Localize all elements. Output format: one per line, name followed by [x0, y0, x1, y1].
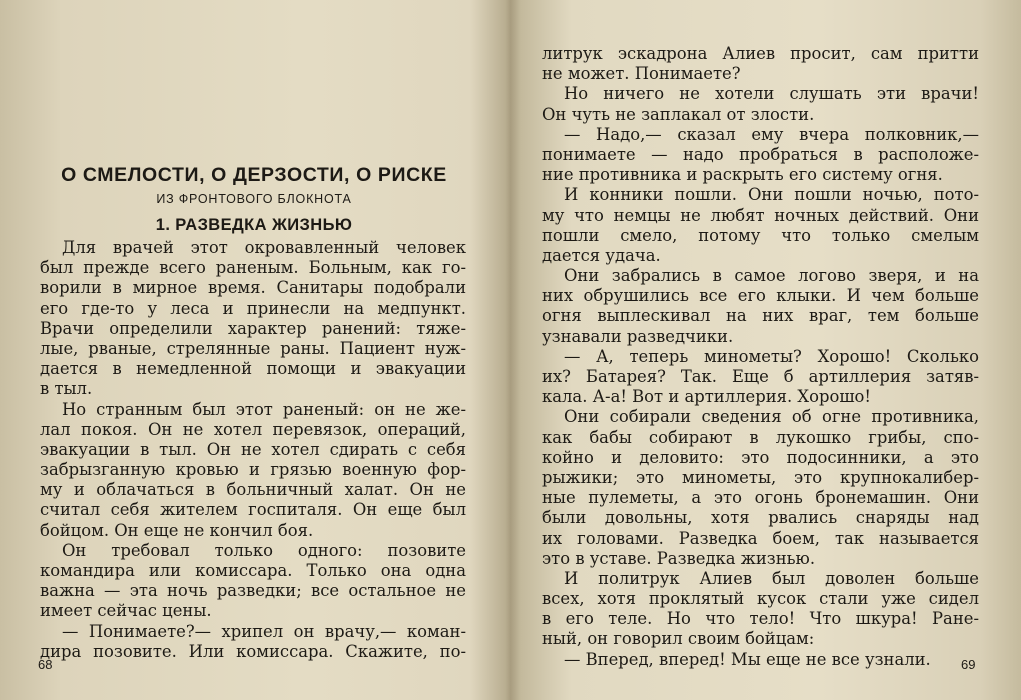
text-line: в его теле. Но что тело! Что шкура! Ране-	[542, 609, 979, 629]
chapter-title: О СМЕЛОСТИ, О ДЕРЗОСТИ, О РИСКЕ	[61, 164, 447, 186]
text-line: — А, теперь минометы? Хорошо! Сколько	[564, 346, 979, 366]
text-line: И конники пошли. Они пошли ночью, пото-	[564, 185, 979, 205]
page-number: 69	[961, 657, 976, 672]
text-line: них обрушились все его клыки. И чем больше	[542, 286, 979, 306]
text-line: Они забрались в самое логово зверя, и на	[564, 266, 979, 286]
text-line: И политрук Алиев был доволен больше	[564, 568, 979, 588]
text-line: койно и деловито: это подосинники, а это	[542, 447, 979, 467]
text-line: Они собирали сведения об огне противника,	[564, 407, 979, 427]
section-title: 1. РАЗВЕДКА ЖИЗНЬЮ	[155, 216, 353, 234]
text-line: Но ничего не хотели слушать эти врачи!	[564, 84, 979, 104]
text-line: лал покоя. Он не хотел перевязок, операций,	[40, 419, 466, 439]
text-line: огня выплескивал на них враг, тем больше	[542, 306, 979, 326]
text-line: его где-то у леса и принесли на медпункт.	[40, 298, 466, 318]
text-line: му и облачаться в больничный халат. Он не	[40, 480, 466, 500]
text-line: Для врачей этот окровавленный человек	[62, 238, 466, 257]
text-line: это в уставе. Разведка жизнью.	[542, 548, 816, 568]
text-line: были довольны, хотя рвались снаряды над	[542, 508, 979, 528]
right-page	[512, 0, 1021, 700]
text-line: в тыл.	[40, 379, 93, 399]
right-page-text	[542, 44, 979, 670]
text-line: узнавали разведчики.	[542, 326, 734, 346]
chapter-subtitle: ИЗ ФРОНТОВОГО БЛОКНОТА	[156, 192, 352, 206]
text-line: ный, он говорил своим бойцам:	[542, 629, 815, 649]
text-line: ворили в мирное время. Санитары подобрали	[40, 278, 466, 298]
text-line: Врачи определили характер ранений: тяже-	[40, 318, 466, 338]
text-line: ные пулеметы, а это огонь бронемашин. Они	[542, 488, 979, 508]
text-line: ние противника и раскрыть его систему огня.	[542, 165, 943, 185]
text-line: кала. А-а! Вот и артиллерия. Хорошо!	[542, 387, 872, 407]
text-line: — Понимаете?— хрипел он врачу,— коман-	[62, 621, 466, 641]
text-line: считал себя жителем госпиталя. Он еще был	[40, 500, 466, 520]
text-line: литрук эскадрона Алиев просит, сам притти	[542, 44, 979, 63]
text-line: дается удача.	[542, 245, 661, 265]
chapter-heading	[38, 162, 470, 236]
text-line: их? Батарея? Так. Еще б артиллерия затяв-	[542, 367, 979, 386]
text-line: всех, хотя проклятый кусок стали уже сидел	[542, 589, 979, 609]
left-page-text	[40, 238, 466, 662]
text-line: — Надо,— сказал ему вчера полковник,—	[564, 124, 979, 144]
text-line: не может. Понимаете?	[542, 64, 741, 84]
text-line: важна — эта ночь разведки; все остальное не	[40, 581, 466, 601]
text-line: му что немцы не любят ночных действий. Они	[542, 205, 979, 225]
text-line: Он требовал только одного: позовите	[62, 540, 466, 560]
text-line: Он чуть не заплакал от злости.	[542, 104, 815, 124]
text-line: рыжики; это минометы, это крупнокалибер-	[542, 467, 979, 487]
text-line: командира или комиссара. Только она одна	[40, 561, 466, 580]
left-page	[0, 0, 505, 700]
text-line: был прежде всего раненым. Больным, как го-	[40, 258, 466, 278]
text-line: дается в немедленной помощи и эвакуации	[40, 359, 466, 379]
text-line: забрызганную кровью и грязью военную фор-	[40, 460, 466, 480]
text-line: имеет сейчас цены.	[40, 601, 212, 621]
text-line: их головами. Разведка боем, так называется	[542, 528, 979, 548]
text-line: пошли смело, потому что только смелым	[542, 225, 979, 245]
text-line: понимаете — надо пробраться в расположе-	[542, 144, 979, 164]
text-line: дира позовите. Или комиссара. Скажите, по-	[40, 641, 466, 661]
text-line: Но странным был этот раненый: он не же-	[62, 399, 466, 419]
text-line: лые, рваные, стрелянные раны. Пациент нуж-	[40, 338, 466, 358]
text-line: эвакуации в тыл. Он не хотел сдирать с себя	[40, 439, 466, 459]
text-line: как бабы собирают в лукошко грибы, спо-	[542, 427, 979, 447]
page-number: 68	[38, 657, 53, 672]
text-line: бойцом. Он еще не кончил боя.	[40, 520, 314, 540]
text-line: — Вперед, вперед! Мы еще не все узнали.	[564, 649, 931, 669]
